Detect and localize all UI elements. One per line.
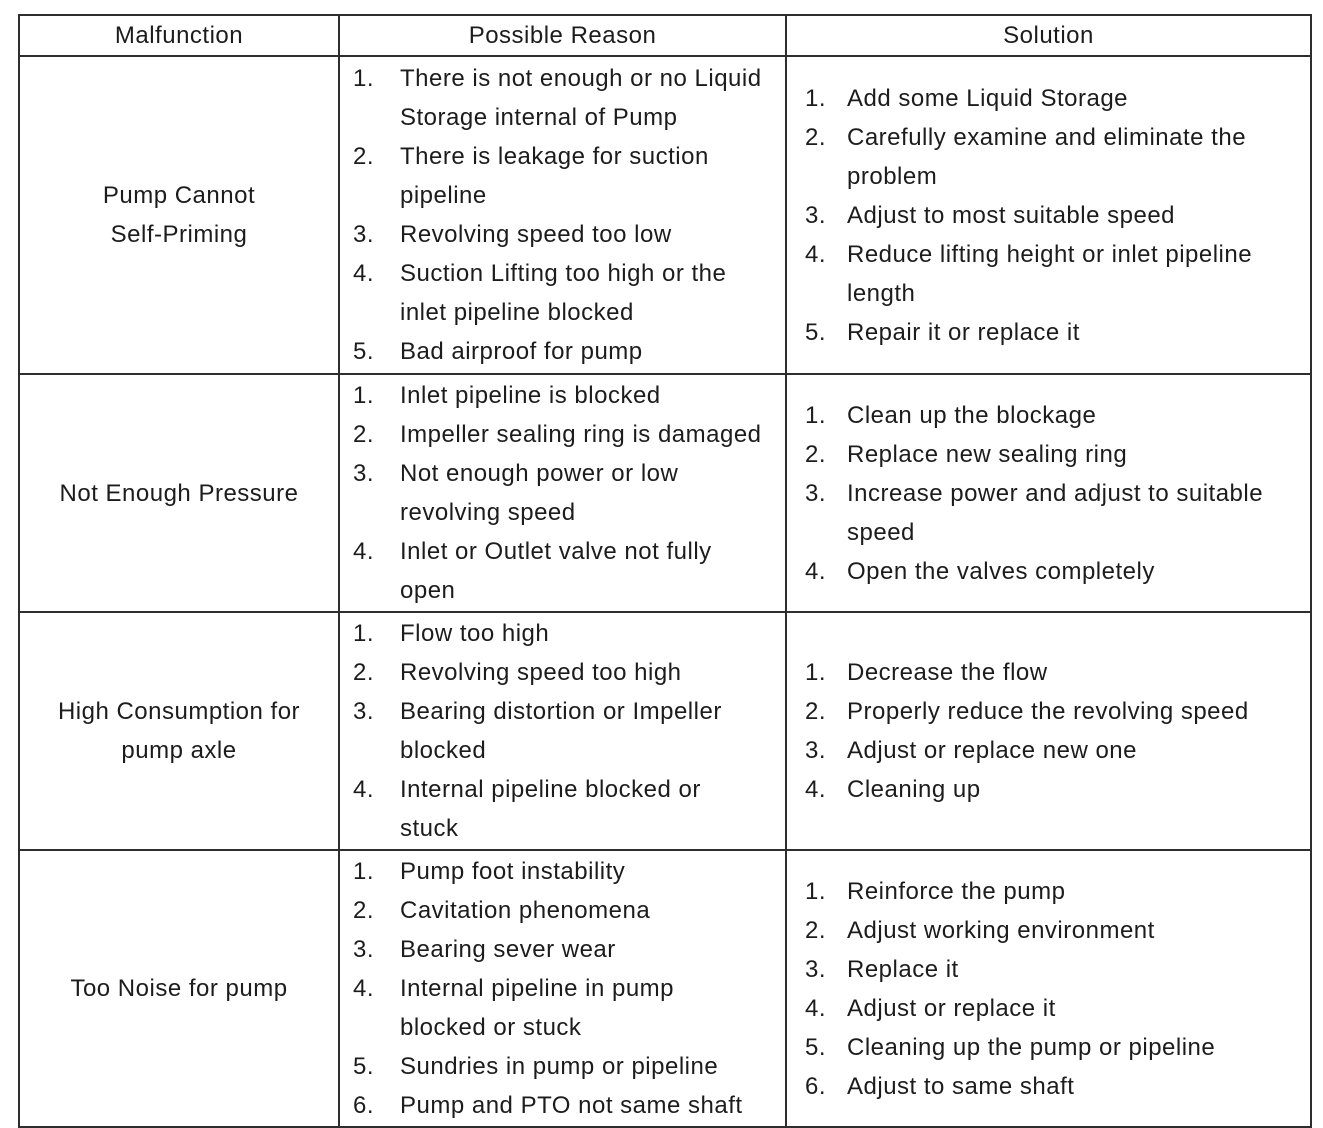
table-row [19, 56, 1311, 374]
reason-item: Bearing sever wear [400, 936, 616, 963]
solution-cell [786, 374, 1311, 612]
malfunction-cell [19, 612, 339, 850]
solution-list [805, 396, 1310, 591]
reason-item: Sundries in pump or pipeline [400, 1053, 719, 1080]
reason-item: Pump and PTO not same shaft [400, 1092, 743, 1119]
reason-item: Revolving speed too low [400, 221, 672, 248]
malfunction-text [34, 969, 324, 1008]
reason-item: Not enough power or low revolving speed [400, 460, 679, 526]
malfunction-line: Pump Cannot [102, 182, 256, 209]
solution-list [805, 79, 1310, 352]
malfunction-line: High Consumption for [57, 698, 301, 725]
malfunction-text [34, 474, 324, 513]
solution-item: Adjust working environment [847, 916, 1155, 944]
possible-reason-cell [339, 850, 786, 1127]
possible-reason-cell [339, 374, 786, 612]
reason-list [353, 376, 763, 610]
reason-item: Cavitation phenomena [400, 897, 651, 924]
reason-item: Internal pipeline blocked or stuck [400, 776, 701, 842]
malfunction-cell [19, 374, 339, 612]
table-row [19, 612, 1311, 850]
malfunction-cell [19, 850, 339, 1127]
reason-item: Flow too high [400, 620, 550, 647]
possible-reason-cell [339, 56, 786, 374]
reason-item: Revolving speed too high [400, 659, 682, 686]
header-possible-reason: Possible Reason [339, 15, 786, 56]
malfunction-line: Self-Priming [110, 221, 248, 248]
solution-item: Reinforce the pump [847, 877, 1066, 905]
malfunction-text [34, 692, 324, 770]
troubleshooting-table [18, 14, 1312, 1128]
reason-item: Inlet pipeline is blocked [400, 382, 661, 409]
header-solution: Solution [786, 15, 1311, 56]
solution-item: Adjust or replace new one [847, 737, 1137, 764]
solution-item: Decrease the flow [847, 659, 1048, 686]
solution-item: Add some Liquid Storage [847, 84, 1129, 112]
solution-item: Cleaning up the pump or pipeline [847, 1033, 1216, 1061]
table-row [19, 374, 1311, 612]
reason-list [353, 852, 763, 1125]
solution-item: Increase power and adjust to suitable speed [847, 479, 1264, 546]
reason-list [353, 614, 763, 848]
malfunction-text [34, 176, 324, 254]
solution-item: Adjust to most suitable speed [847, 201, 1176, 229]
reason-item: Bearing distortion or Impeller blocked [400, 698, 722, 764]
malfunction-line: Too Noise for pump [70, 975, 288, 1002]
solution-item: Repair it or replace it [847, 318, 1080, 346]
reason-item: Bad airproof for pump [400, 338, 643, 365]
reason-item: Internal pipeline in pump blocked or stuck [400, 975, 675, 1041]
solution-item: Cleaning up [847, 776, 981, 803]
reason-item: Impeller sealing ring is damaged [400, 421, 762, 448]
solution-item: Adjust to same shaft [847, 1072, 1075, 1100]
malfunction-cell [19, 56, 339, 374]
solution-item: Clean up the blockage [847, 401, 1097, 429]
table-row [19, 850, 1311, 1127]
reason-item: Inlet or Outlet valve not fully open [400, 538, 712, 604]
malfunction-line: pump axle [121, 737, 237, 764]
solution-item: Carefully examine and eliminate the problem [847, 123, 1247, 190]
possible-reason-cell [339, 612, 786, 850]
solution-list [805, 653, 1310, 809]
reason-item: There is not enough or no Liquid Storage internal of Pump [400, 65, 762, 131]
malfunction-line: Not Enough Pressure [59, 479, 299, 507]
solution-item: Open the valves completely [847, 557, 1155, 585]
solution-item: Adjust or replace it [847, 994, 1056, 1022]
solution-item: Replace new sealing ring [847, 440, 1128, 468]
header-malfunction: Malfunction [19, 15, 339, 56]
reason-item: Pump foot instability [400, 858, 626, 885]
reason-list [353, 59, 763, 371]
header-row [19, 15, 1311, 56]
solution-item: Replace it [847, 955, 959, 983]
solution-cell [786, 56, 1311, 374]
solution-item: Reduce lifting height or inlet pipeline length [847, 240, 1253, 307]
solution-list [805, 872, 1310, 1106]
solution-item: Properly reduce the revolving speed [847, 698, 1249, 725]
solution-cell [786, 612, 1311, 850]
solution-cell [786, 850, 1311, 1127]
reason-item: Suction Lifting too high or the inlet pipeline blocked [400, 260, 727, 326]
reason-item: There is leakage for suction pipeline [400, 143, 709, 209]
